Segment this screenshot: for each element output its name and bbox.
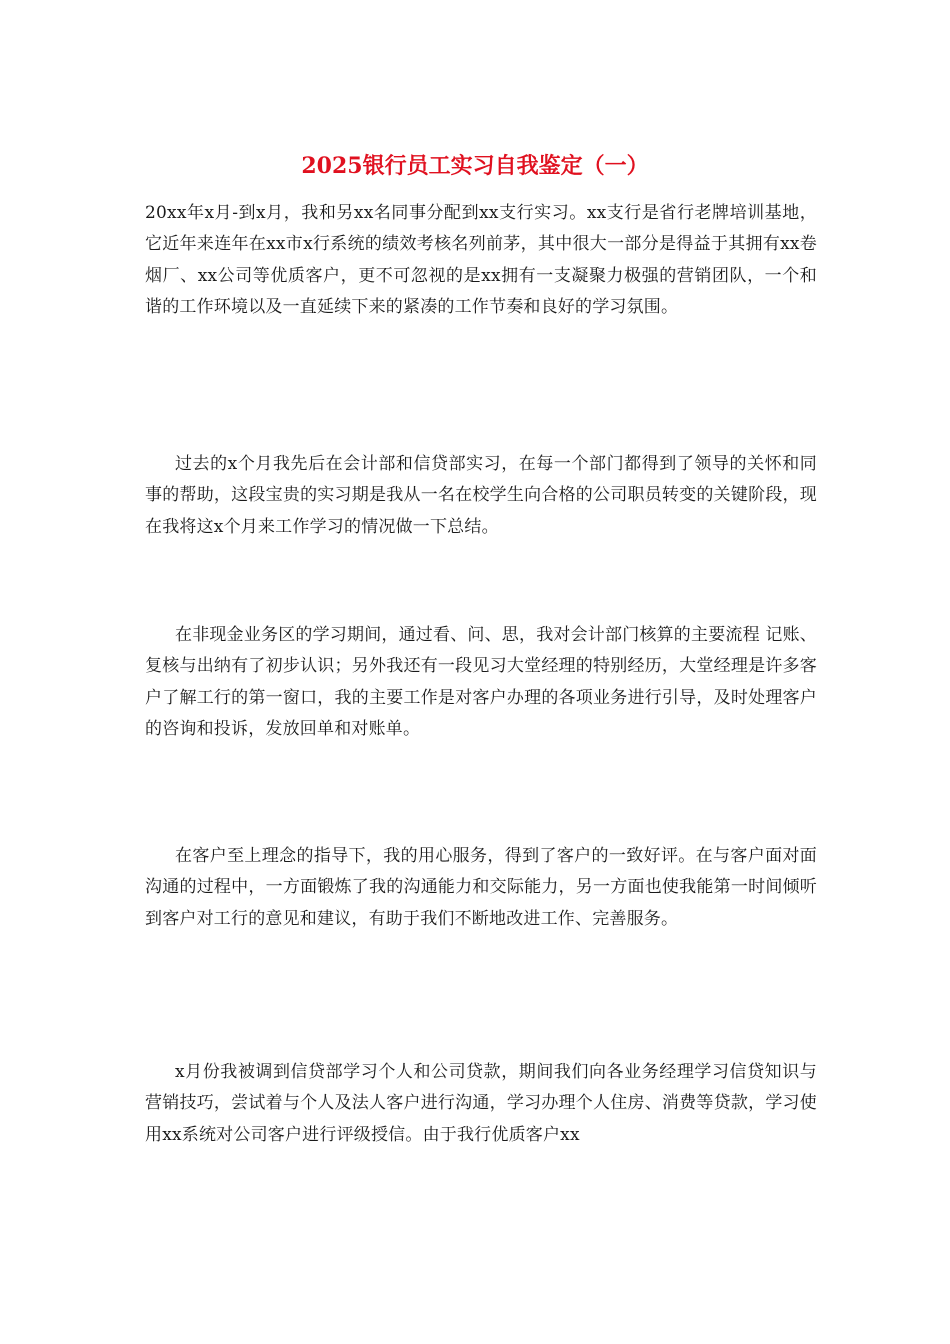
paragraph-accounting: 在非现金业务区的学习期间，通过看、问、思，我对会计部门核算的主要流程 记账、复核与出纳有了初步认识；另外我还有一段见习大堂经理的特别经历，大堂经理是许多客户了解工行的第一窗口，我的主要工作是对客户办理的各项业务进行引导，及时处理客户的咨询和投诉，发放回单和对账单。	[145, 625, 818, 740]
paragraph-intro: 20xx年x月-到x月，我和另xx名同事分配到xx支行实习。xx支行是省行老牌培训基地，它近年来连年在xx市x行系统的绩效考核名列前茅，其中很大一部分是得益于其拥有xx卷烟厂、xx公司等优质客户，更不可忽视的是xx拥有一支凝聚力极强的营销团队，一个和谐的工作环境以及一直延续下来的紧凑的工作节奏和良好的学习氛围。	[145, 203, 817, 318]
document-title: 2025银行员工实习自我鉴定（一）	[301, 153, 649, 179]
paragraph-overview: 过去的x个月我先后在会计部和信贷部实习，在每一个部门都得到了领导的关怀和同事的帮助，这段宝贵的实习期是我从一名在校学生向合格的公司职员转变的关键阶段，现在我将这x个月来工作学习的情况做一下总结。	[145, 454, 817, 537]
paragraph-credit: x月份我被调到信贷部学习个人和公司贷款，期间我们向各业务经理学习信贷知识与营销技巧，尝试着与个人及法人客户进行沟通，学习办理个人住房、消费等贷款，学习使用xx系统对公司客户进行评级授信。由于我行优质客户xx	[145, 1062, 817, 1145]
paragraph-service: 在客户至上理念的指导下，我的用心服务，得到了客户的一致好评。在与客户面对面沟通的过程中，一方面锻炼了我的沟通能力和交际能力，另一方面也使我能第一时间倾听到客户对工行的意见和建议，有助于我们不断地改进工作、完善服务。	[145, 846, 817, 929]
